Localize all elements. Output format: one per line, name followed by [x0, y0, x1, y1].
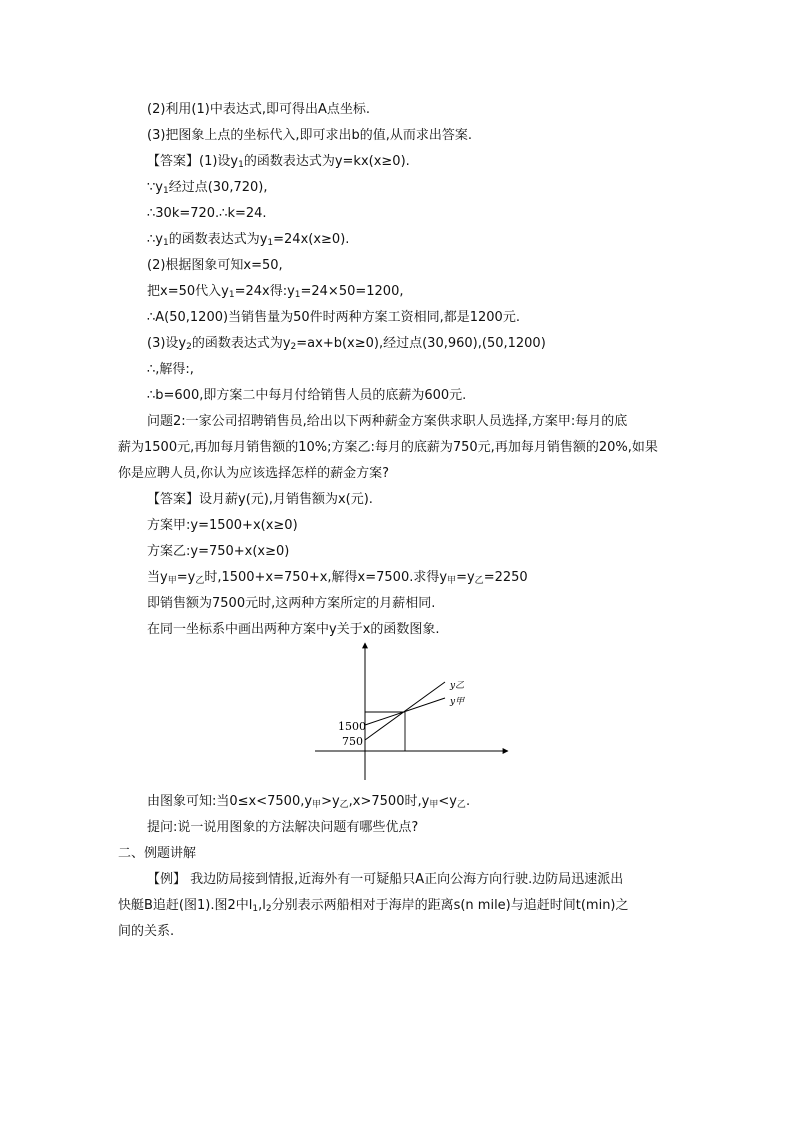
tick-label-750: 750 — [342, 735, 363, 748]
text-line: 把x=50代入$y_1=24x$得$:y_1=24\times 50=1200$, — [147, 284, 404, 300]
tick-label-1500: 1500 — [338, 720, 366, 733]
text-line: 问题2:一家公司招聘销售员,给出以下两种薪金方案供求职人员选择,方案甲:每月的底 — [147, 414, 628, 429]
text-line: $\therefore y_1$的函数表达式为$y_1=24x(x\ge 0)$. — [147, 232, 350, 248]
text-line: (2)根据图象可知x=50, — [147, 258, 283, 273]
text-line: 方案乙:y=750+x(x≥0) — [147, 544, 290, 559]
text-line: 由图象可知:当$0\le x<7500,y_甲>y_乙,x>7500$时$,y_甲<y_乙$. — [147, 794, 471, 810]
text-line: 间的关系. — [118, 924, 175, 939]
text-line: ∴A(50,1200)当销售量为50件时两种方案工资相同,都是1200元. — [147, 310, 520, 325]
text-line: 【例】 我边防局接到情报,近海外有一可疑船只A正向公海方向行驶.边防局迅速派出 — [147, 872, 624, 887]
text-line: 你是应聘人员,你认为应该选择怎样的薪金方案? — [118, 466, 390, 481]
series-label-y-yi: y乙 — [450, 681, 465, 691]
text-line: ∴30k=720.∴k=24. — [147, 206, 267, 221]
text-line: ∴,解得:, — [147, 362, 194, 377]
text-line: 快艇B追赶(图1).图2中$l_1,l_2$分别表示两船相对于海岸的距离s(n mile)与追赶时间t(min)之 — [118, 898, 629, 914]
text-line: 【答案】设月薪y(元),月销售额为x(元). — [147, 492, 373, 507]
series-label-y-jia: y甲 — [450, 697, 465, 707]
text-line: $\because y_1$经过点(30,720), — [147, 180, 268, 196]
section-heading: 二、例题讲解 — [118, 846, 197, 861]
text-line: 当$y_甲=y_乙$时,1500+x=750+x,解得x=7500.求得$y_甲=y_乙=2250$ — [147, 570, 528, 586]
text-line: 即销售额为7500元时,这两种方案所定的月薪相同. — [147, 596, 436, 611]
text-line: (3)把图象上点的坐标代入,即可求出b的值,从而求出答案. — [147, 128, 473, 143]
text-line: 方案甲:y=1500+x(x≥0) — [147, 518, 298, 533]
text-line: (2)利用(1)中表达式,即可得出A点坐标. — [147, 102, 370, 117]
text-line: 提问:说一说用图象的方法解决问题有哪些优点? — [147, 820, 419, 835]
text-line: 在同一坐标系中画出两种方案中y关于x的函数图象. — [147, 622, 440, 637]
text-line: 薪为1500元,再加每月销售额的10%;方案乙:每月的底薪为750元,再加每月销售额的20%,如果 — [118, 440, 658, 455]
text-line: 【答案】(1)设$y_1$的函数表达式为y=kx(x≥0). — [147, 154, 410, 170]
text-line: (3)设$y_2$的函数表达式为$y_2=ax+b(x\ge 0)$,经过点(30,960),(50,1200) — [147, 336, 546, 352]
text-line: ∴b=600,即方案二中每月付给销售人员的底薪为600元. — [147, 388, 467, 403]
function-graph — [300, 640, 515, 785]
